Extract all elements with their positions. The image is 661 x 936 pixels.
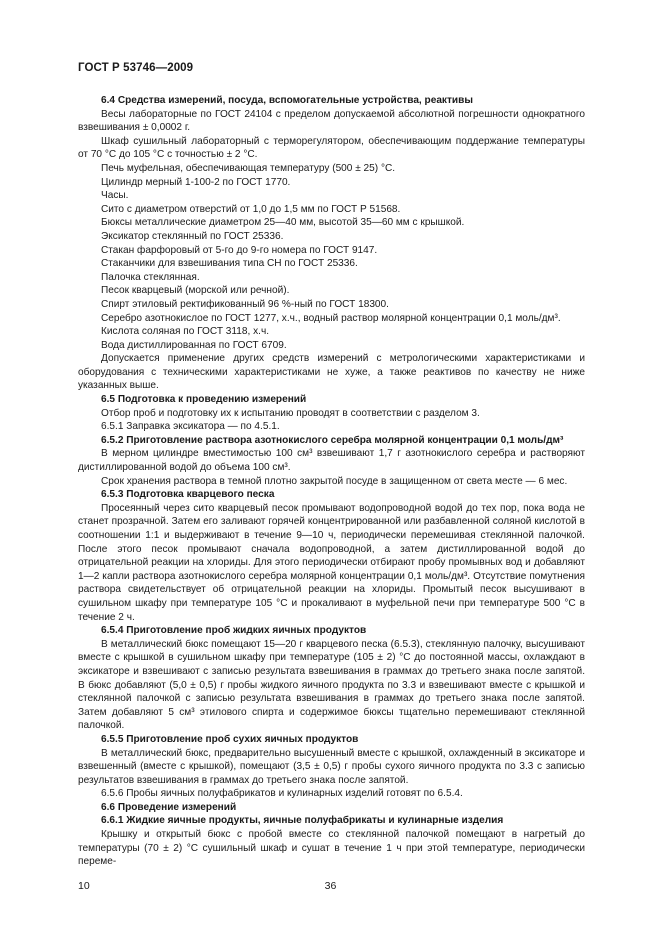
paragraph: Допускается применение других средств измерений с метрологическими характеристиками и оборудования с техническими характеристиками не хуже, а также реактивов по качеству не ниже указанных выше.: [78, 353, 585, 392]
paragraph: Крышку и открытый бюкс с пробой вместе со стеклянной палочкой помещают в нагретый до температуры (70 ± 2) °С сушильный шкаф и сушат в течение 1 ч при этой температуре, периодически переме-: [78, 829, 585, 868]
paragraph: Цилиндр мерный 1-100-2 по ГОСТ 1770.: [101, 176, 291, 188]
paragraph: Кислота соляная по ГОСТ 3118, х.ч.: [101, 326, 270, 338]
paragraph: Печь муфельная, обеспечивающая температуру (500 ± 25) °С.: [101, 162, 396, 174]
paragraph: Палочка стеклянная.: [101, 271, 200, 283]
section-heading: 6.6.1 Жидкие яичные продукты, яичные полуфабрикаты и кулинарные изделия: [101, 815, 504, 827]
paragraph: 6.5.1 Заправка эксикатора — по 4.5.1.: [101, 421, 280, 433]
paragraph: Шкаф сушильный лабораторный с терморегулятором, обеспечивающим поддержание температуры от 70 °С до 105 °С с точностью ± 2 °С.: [78, 135, 585, 161]
page-number-left: 10: [78, 880, 90, 892]
section-heading: 6.5.2 Приготовление раствора азотнокислого серебра молярной концентрации 0,1 моль/дм³: [101, 434, 564, 446]
paragraph: Вода дистиллированная по ГОСТ 6709.: [101, 339, 287, 351]
paragraph: Отбор проб и подготовку их к испытанию проводят в соответствии с разделом 3.: [101, 407, 480, 419]
paragraph: Срок хранения раствора в темной плотно закрытой посуде в защищенном от света месте — 6 мес.: [101, 475, 568, 487]
section-heading: 6.4 Средства измерений, посуда, вспомогательные устройства, реактивы: [101, 95, 473, 106]
standard-header: ГОСТ Р 53746—2009: [78, 62, 194, 74]
paragraph: Серебро азотнокислое по ГОСТ 1277, х.ч., водный раствор молярной концентрации 0,1 моль/дм³.: [101, 312, 561, 324]
section-heading: 6.6 Проведение измерений: [101, 801, 237, 813]
paragraph: Песок кварцевый (морской или речной).: [101, 285, 290, 297]
section-heading: 6.5.5 Приготовление проб сухих яичных продуктов: [101, 733, 359, 745]
paragraph: Весы лабораторные по ГОСТ 24104 с пределом допускаемой абсолютной погрешности однократного взвешивания ± 0,0002 г.: [78, 108, 585, 134]
paragraph: В металлический бюкс, предварительно высушенный вместе с крышкой, охлажденный в эксикаторе и взвешенный (вместе с крышкой), помещают (3,5 ± 0,5) г пробы сухого яичного продукта по 3.3 с записью результатов взвешивания в граммах до третьего знака после запятой.: [78, 747, 585, 786]
document-body: [78, 94, 585, 869]
paragraph: Часы.: [101, 190, 129, 202]
paragraph: В мерном цилиндре вместимостью 100 см³ взвешивают 1,7 г азотнокислого серебра и растворяют дистиллированной водой до объема 100 см³.: [78, 448, 585, 474]
section-heading: 6.5.4 Приготовление проб жидких яичных продуктов: [101, 625, 367, 637]
paragraph: Бюксы металлические диаметром 25—40 мм, высотой 35—60 мм с крышкой.: [101, 217, 465, 229]
paragraph: 6.5.6 Пробы яичных полуфабрикатов и кулинарных изделий готовят по 6.5.4.: [101, 788, 463, 800]
paragraph: Стаканчики для взвешивания типа СН по ГОСТ 25336.: [101, 258, 358, 270]
paragraph: Стакан фарфоровый от 5-го до 9-го номера по ГОСТ 9147.: [101, 244, 378, 256]
paragraph: Эксикатор стеклянный по ГОСТ 25336.: [101, 230, 284, 242]
page-number-center: 36: [324, 880, 337, 892]
paragraph: Сито с диаметром отверстий от 1,0 до 1,5 мм по ГОСТ Р 51568.: [101, 203, 401, 215]
paragraph: Спирт этиловый ректификованный 96 %-ный по ГОСТ 18300.: [101, 298, 389, 310]
section-heading: 6.5 Подготовка к проведению измерений: [101, 394, 307, 406]
paragraph: В металлический бюкс помещают 15—20 г кварцевого песка (6.5.3), стеклянную палочку, высушивают вместе с крышкой в сушильном шкафу при температуре (105 ± 2) °С до постоянной массы, охлаждают в эксикаторе и взвешивают с записью результата взвешивания в граммах до третьего знака после запятой. В бюкс добавляют (5,0 ± 0,5) г пробы жидкого яичного продукта по 3.3 и взвешивают вместе с крышкой и стеклянной палочкой с записью результата взвешивания в граммах до третьего знака после запятой. Затем добавляют 5 см³ этилового спирта и содержимое бюксы тщательно перемешивают стеклянной палочкой.: [78, 638, 585, 732]
section-heading: 6.5.3 Подготовка кварцевого песка: [101, 489, 275, 501]
paragraph: Просеянный через сито кварцевый песок промывают водопроводной водой до тех пор, пока вода не станет прозрачной. Затем его заливают горячей концентрированной или разбавленной соляной кислотой в соотношении 1:1 и выдерживают в течение 9—10 ч, периодически перемешивая стеклянной палочкой. После этого песок промывают сначала водопроводной, а затем дистиллированной водой до отрицательной реакции на хлориды. Для этого периодически отбирают пробу промывных вод и добавляют 1—2 капли раствора азотнокислого серебра молярной концентрации 0,1 моль/дм³. Отсутствие помутнения раствора свидетельствует об отрицательной реакции на хлориды. Промытый песок высушивают в сушильном шкафу при температуре 105 °С и прокаливают в муфельной печи при температуре 500 °С в течение 2 ч.: [78, 502, 585, 623]
